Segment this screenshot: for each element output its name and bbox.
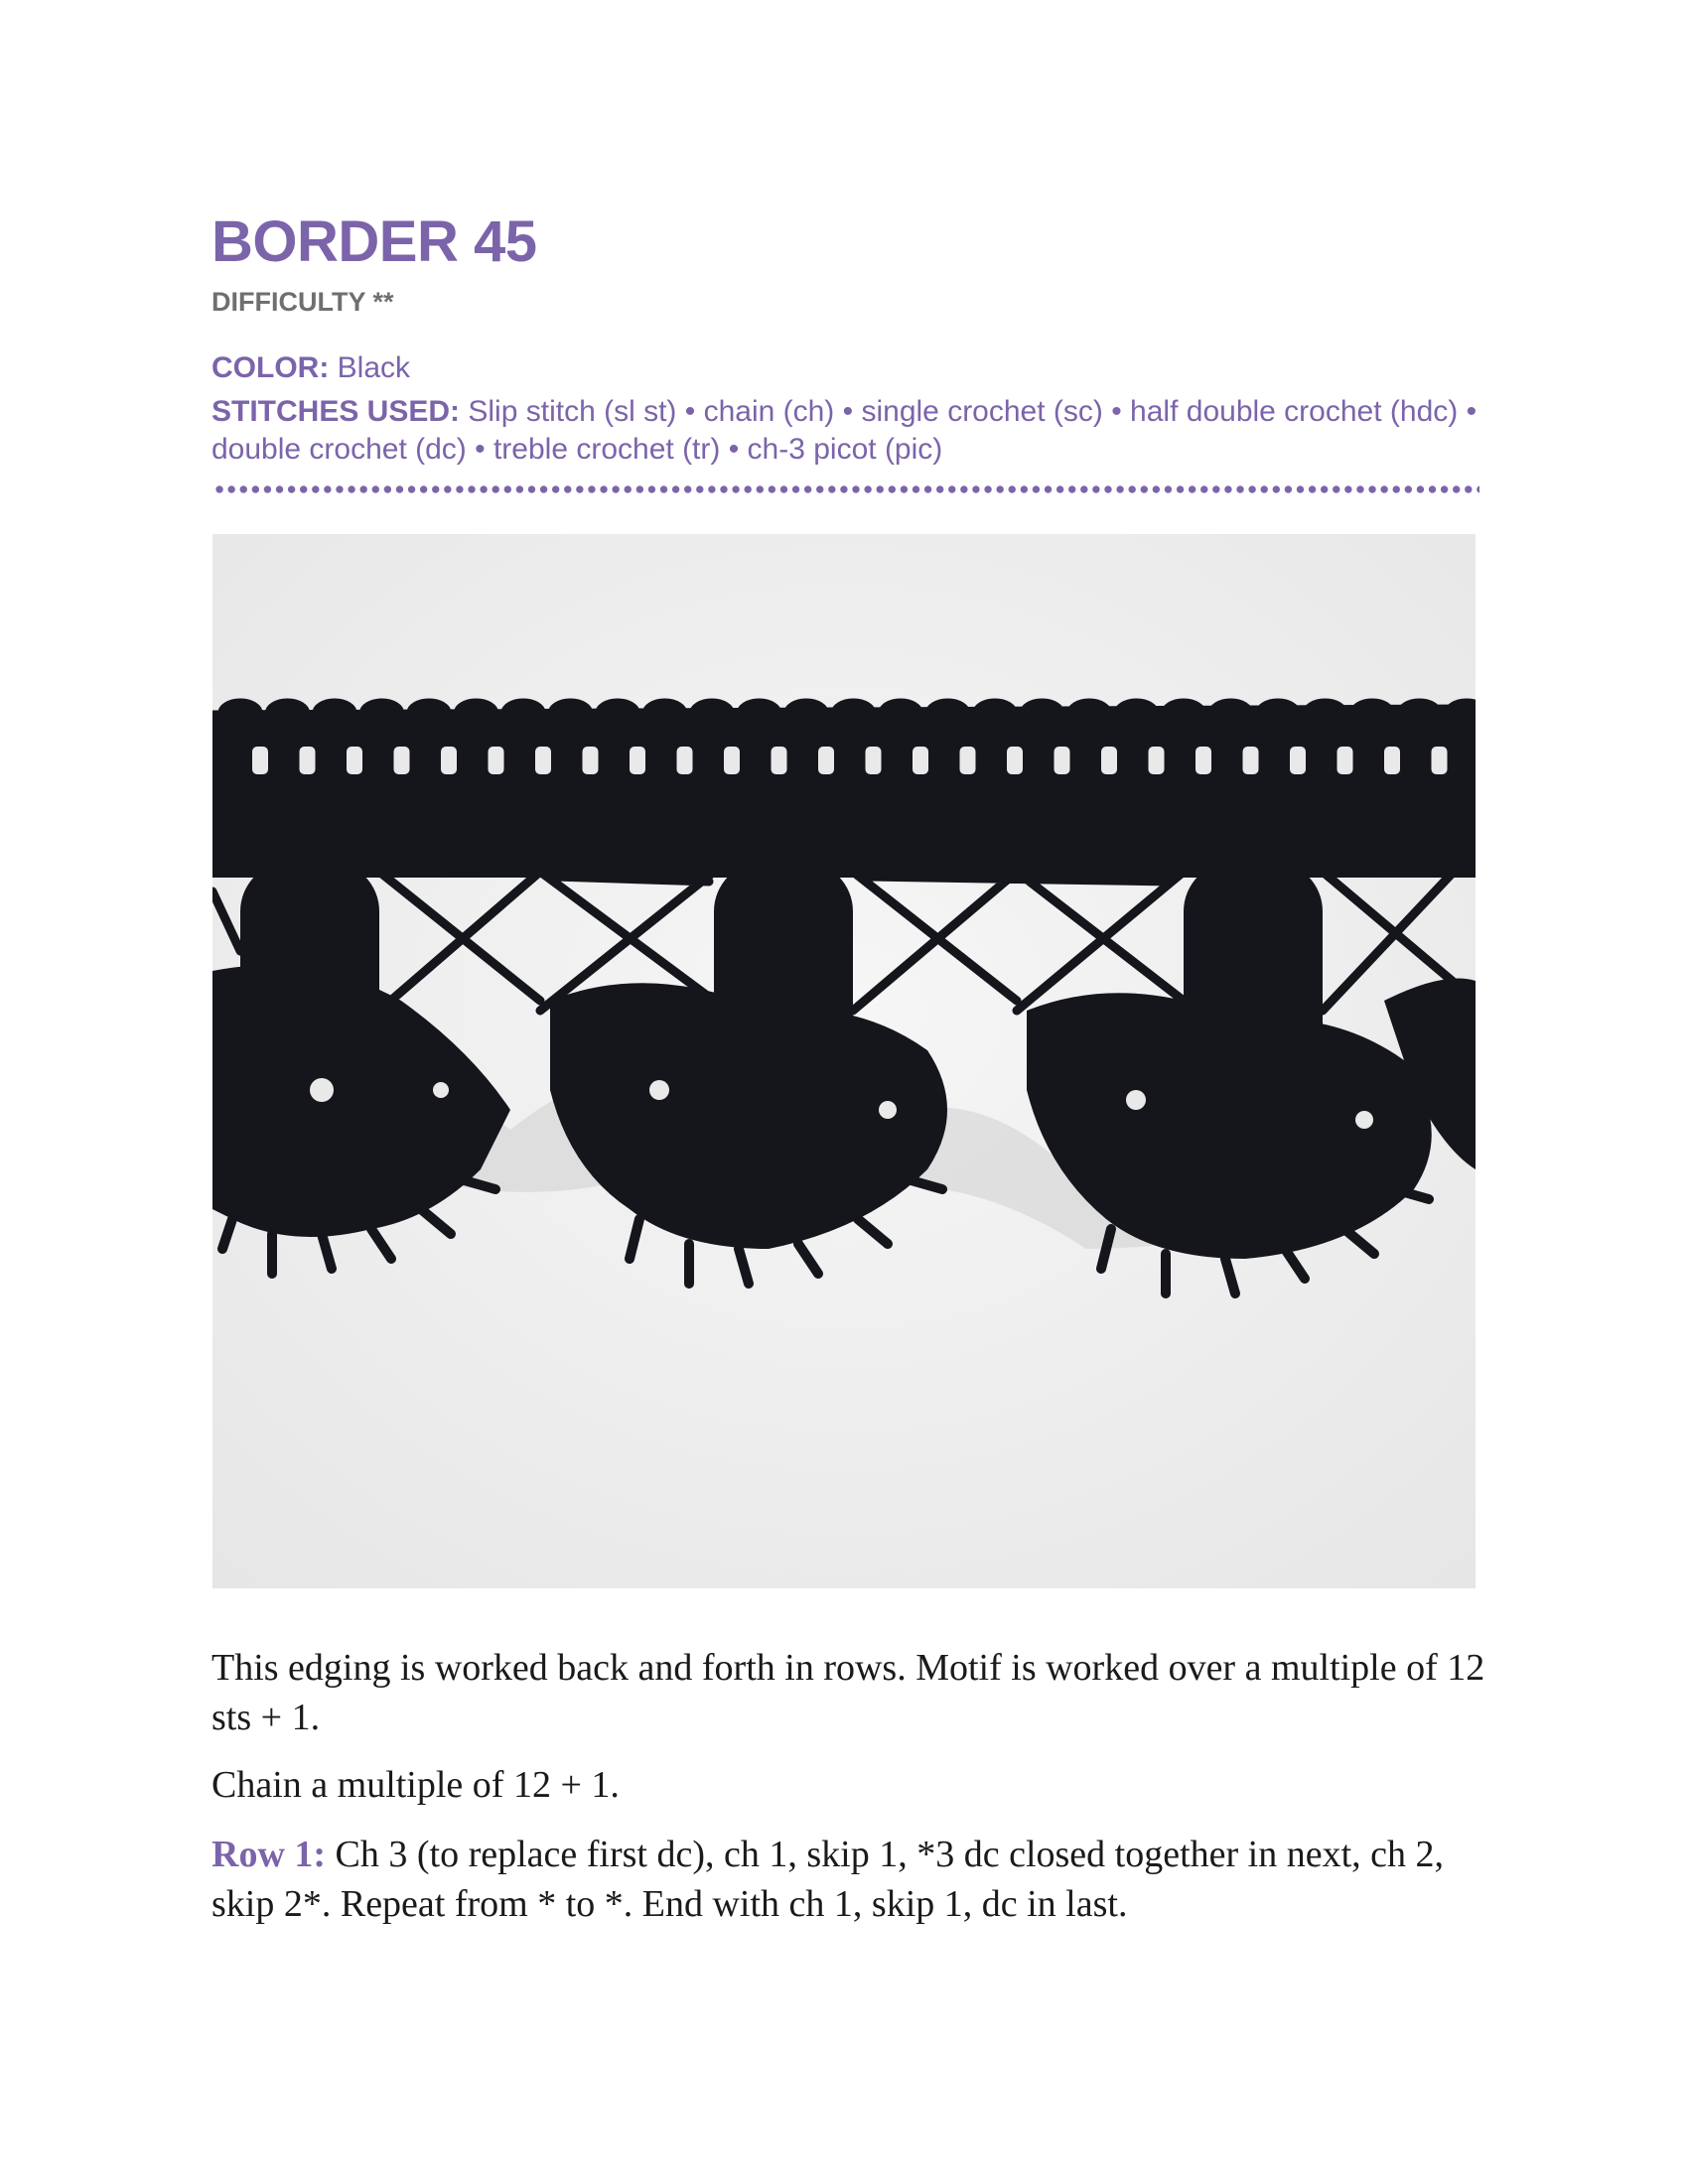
- crochet-lace-illustration: [212, 534, 1476, 1588]
- chain-instruction: Chain a multiple of 12 + 1.: [211, 1764, 620, 1806]
- border-photo: [212, 534, 1476, 1588]
- stitches-used: [211, 393, 1492, 469]
- difficulty-rating: DIFFICULTY **: [211, 287, 394, 317]
- intro-paragraph: This edging is worked back and forth in rows. Motif is worked over a multiple of 12 sts + 1.: [211, 1647, 1485, 1738]
- color-value: Black: [337, 351, 411, 384]
- page-title: BORDER 45: [211, 209, 537, 274]
- row-1-label: Row 1:: [211, 1834, 327, 1875]
- color-label: COLOR:: [211, 351, 330, 384]
- stitches-label: STITCHES USED:: [211, 395, 461, 428]
- dotted-divider: [213, 484, 1479, 494]
- row-1-instruction: [211, 1830, 1492, 1929]
- color-line: [211, 351, 410, 385]
- stitches-value: Slip stitch (sl st) • chain (ch) • single crochet (sc) • half double crochet (hdc) • double crochet (dc) • treble crochet (tr) • ch-3 picot (pic): [211, 395, 1477, 466]
- row-1-text: Ch 3 (to replace first dc), ch 1, skip 1, *3 dc closed together in next, ch 2, skip 2*. Repeat from * to *. End with ch 1, skip 1, dc in last.: [211, 1834, 1445, 1925]
